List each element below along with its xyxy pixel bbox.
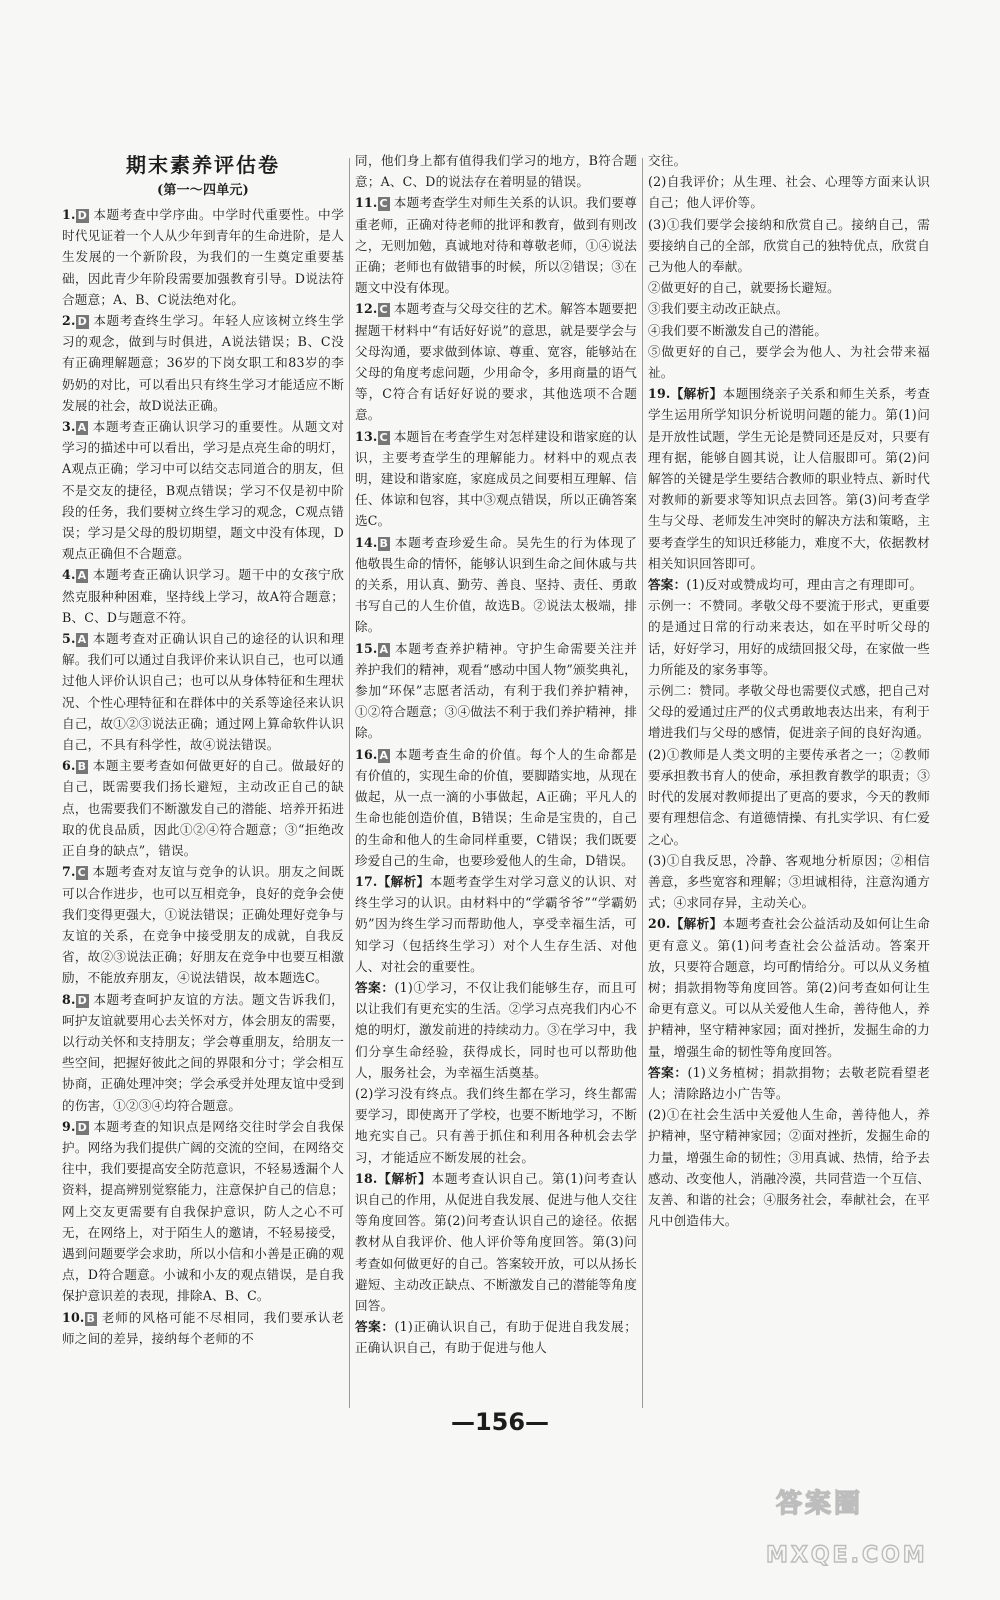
explanation-text: 同，他们身上都有值得我们学习的地方，B符合题意；A、C、D的说法存在着明显的错误。 (355, 153, 637, 190)
answer-item (355, 1316, 637, 1358)
answer-item (355, 298, 637, 425)
answer-letter-badge: A (77, 633, 87, 647)
answer-page (62, 150, 968, 1420)
answer-item (648, 574, 930, 595)
answer-item (648, 341, 930, 383)
page-subtitle: (第一～四单元) (157, 183, 249, 198)
answer-item (62, 204, 344, 310)
column-3-items (648, 150, 930, 1231)
answer-letter-badge: D (77, 315, 87, 329)
answer-item (62, 989, 344, 1116)
explanation-text: 本题考查正确认识学习的重要性。从题文对学习的描述中可以看出，学习是点亮生命的明灯，A观点正确；学习中可以结交志同道合的朋友，但不是交友的捷径，B观点错误；学习不仅是初中阶段的任务，我们要树立终生学习的观念，C观点错误；学习是父母的殷切期望，题文中没有体现，D观点正确但不合题意。 (62, 419, 344, 562)
analysis-tag: 【解析】 (377, 873, 430, 889)
explanation-text: 本题围绕亲子关系和师生关系，考查学生运用所学知识分析说明问题的能力。第(1)问是开放性试题，学生无论是赞同还是反对，只要有理有据，能够自圆其说，让人信服即可。第(2)问解答的关键是学生要结合教师的职业特点、新时代对教师的新要求等知识点去回答。第(3)问考查学生与父母、老师发生冲突时的解决方法和策略，主要考查学生的知识迁移能力，难度不大，依据教材相关知识回答即可。 (648, 386, 930, 571)
answer-letter-badge: A (379, 748, 389, 762)
question-number: 20. (648, 916, 671, 932)
column-divider (642, 158, 643, 1408)
answer-letter-badge: B (86, 1311, 96, 1325)
explanation-text: (1)①学习，不仅让我们能够生存，而且可以让我们有更充实的生活。②学习点亮我们内心不熄的明灯，激发前进的持续动力。③在学习中，我们分享生命经验，获得成长，同时也可以帮助他人，服务社会，为幸福生活奠基。 (355, 979, 638, 1080)
question-number: 1. (62, 207, 76, 222)
watermark-line1: 答案圈 (776, 1489, 864, 1519)
question-number: 3. (62, 419, 76, 435)
answer-item (62, 1307, 344, 1349)
title-block (62, 150, 344, 202)
answer-item (648, 277, 930, 298)
explanation-text: 本题考查正确认识学习。题干中的女孩宁欣然克服种种困难，坚持线上学习，故A符合题意；B、C、D与题意不符。 (62, 567, 344, 625)
explanation-text: 本题考查对正确认识自己的途径的认识和理解。我们可以通过自我评价来认识自己，也可以通过他人评价认识自己；也可以从身体特征和生理状况、个性心理特征和在群体中的关系等途径来认识自己，故①②③说法正确；通过网上算命软件认识自己，不具有科学性，故④说法错误。 (62, 631, 344, 753)
answer-item (648, 680, 930, 744)
explanation-text: 本题旨在考查学生对怎样建设和谐家庭的认识，主要考查学生的理解能力。材料中的观点表明，建设和谐家庭，家庭成员之间要相互理解、信任、体谅和包容，其中③观点错误，所以正确答案选C。 (355, 428, 637, 529)
question-number: 18. (355, 1170, 378, 1186)
explanation-text: 本题考查终生学习。年轻人应该树立终生学习的观念，做到与时俱进，A说法错误；B、C没有正确理解题意；36岁的下岗女职工和83岁的李奶奶的对比，可以看出只有终生学习才能适应不断发展的社会，故D说法正确。 (62, 313, 344, 413)
answer-item (355, 150, 637, 192)
answer-letter-badge: C (77, 866, 86, 880)
explanation-text: 本题考查珍爱生命。吴先生的行为体现了他敬畏生命的情怀，能够认识到生命之间休戚与共的关系，用认真、勤劳、善良、坚持、责任、勇敢书写自己的人生价值，故选B。②说法太极端，排除。 (355, 534, 637, 635)
answer-item (648, 913, 930, 1061)
explanation-text: 本题考查养护精神。守护生命需要关注并养护我们的精神，观看“感动中国人物”颁奖典礼，参加“环保”志愿者活动，有利于我们养护精神，①②符合题意；③④做法不利于我们养护精神，排除。 (355, 640, 637, 741)
explanation-text: 本题主要考查如何做更好的自己。做最好的自己，既需要我们扬长避短，主动改正自己的缺点，也需要我们不断激发自己的潜能、培养开拓进取的优良品质，因此①②④符合题意；③“拒绝改正自身的缺点”，错误。 (62, 758, 344, 859)
question-number: 4. (62, 567, 76, 583)
answer-item (355, 1168, 637, 1316)
explanation-text: 本题考查社会公益活动及如何让生命更有意义。第(1)问考查社会公益活动。答案开放，只要符合题意，均可酌情给分。可以从义务植树；捐款捐物等角度回答。第(2)问考查如何让生命更有意义。可以从关爱他人生命，善待他人，养护精神，坚守精神家园；面对挫折，发掘生命的力量，增强生命的韧性等角度回答。 (648, 916, 930, 1059)
answer-label: 答案： (648, 1064, 688, 1080)
answer-item (355, 977, 637, 1083)
answer-item (62, 564, 344, 628)
answer-letter-badge: A (77, 569, 87, 583)
page-title: 期末素养评估卷 (126, 153, 280, 177)
explanation-text: 本题考查呵护友谊的方法。题文告诉我们，呵护友谊就要用心去关怀对方，体会朋友的需要，以行动关怀和支持朋友；学会尊重朋友，给朋友一些空间，把握好彼此之间的界限和分寸；学会相互协商，正确处理冲突；学会承受并处理友谊中受到的伤害，①②③④均符合题意。 (62, 991, 344, 1113)
question-number: 9. (62, 1118, 76, 1134)
answer-item (648, 1062, 930, 1104)
question-number: 19. (648, 386, 671, 402)
column-3 (648, 150, 930, 1231)
explanation-text: (2)①教师是人类文明的主要传承者之一；②教师要承担教书育人的使命，承担教育教学的职责；③时代的发展对教师提出了更高的要求，今天的教师要有理想信念、有道德情操、有扎实学识、有仁爱之心。 (648, 746, 930, 847)
answer-item (648, 150, 930, 171)
answer-item (62, 416, 344, 564)
page-number: —156— (450, 1408, 550, 1436)
explanation-text: ④我们要不断激发自己的潜能。 (648, 322, 828, 338)
explanation-text: (2)学习没有终点。我们终生都在学习，终生都需要学习，即使离开了学校，也要不断地学习，不断地充实自己。只有善于抓住和利用各种机会去学习，才能适应不断发展的社会。 (355, 1085, 637, 1165)
answer-item (62, 628, 344, 755)
explanation-text: 本题考查与父母交往的艺术。解答本题要把握题干材料中“有话好好说”的意思，就是要学会与父母沟通，要求做到体谅、尊重、宽容，能够站在父母的角度考虑问题，少用命令，多用商量的语气等，C符合有话好好说的要求，其他选项不合题意。 (355, 301, 637, 423)
explanation-text: 本题考查认识自己。第(1)问考查认识自己的作用，从促进自我发展、促进与他人交往等角度回答。第(2)问考查认识自己的途径。依据教材从自我评价、他人评价等角度回答。第(3)问考查如何做更好的自己。答案较开放，可以从扬长避短、主动改正缺点、不断激发自己的潜能等角度回答。 (355, 1170, 637, 1313)
answer-label: 答案： (355, 979, 395, 995)
answer-label: 答案： (648, 577, 687, 593)
explanation-text: 本题考查学生对师生关系的认识。我们要尊重老师，正确对待老师的批评和教育，做到有则改之，无则加勉，真诚地对待和尊敬老师，①④说法正确；老师也有做错事的时候，所以②错误；③在题文中没有体现。 (355, 195, 637, 296)
answer-item (355, 744, 637, 871)
question-number: 7. (62, 864, 76, 880)
explanation-text: ③我们要主动改正缺点。 (648, 301, 789, 317)
answer-item (648, 595, 930, 680)
answer-letter-badge: C (379, 430, 388, 444)
question-number: 6. (62, 758, 76, 774)
column-2-items (355, 150, 637, 1359)
answer-letter-badge: D (77, 209, 87, 222)
column-2 (355, 150, 637, 1359)
question-number: 5. (62, 631, 76, 647)
answer-letter-badge: A (77, 421, 87, 435)
answer-letter-badge: B (77, 760, 87, 774)
column-1-items (62, 204, 344, 1349)
explanation-text: 示例一：不赞同。孝敬父母不要流于形式，更重要的是通过日常的行动来表达，如在平时听父母的话，好好学习，用好的成绩回报父母，在家做一些力所能及的家务事等。 (648, 598, 930, 677)
explanation-text: ⑤做更好的自己，要学会为他人、为社会带来福祉。 (648, 343, 930, 381)
answer-item (648, 320, 930, 341)
explanation-text: 交往。 (648, 153, 687, 168)
analysis-tag: 【解析】 (670, 916, 723, 932)
question-number: 14. (355, 534, 378, 550)
column-divider (349, 158, 350, 1408)
explanation-text: (1)义务植树；捐款捐物；去敬老院看望老人；清除路边小广告等。 (648, 1064, 931, 1101)
question-number: 11. (355, 195, 378, 211)
explanation-text: 老师的风格可能不尽相同，我们要承认老师之间的差异，接纳每个老师的不 (62, 1309, 344, 1346)
analysis-tag: 【解析】 (377, 1170, 432, 1186)
answer-letter-badge: A (379, 642, 389, 656)
explanation-text: 本题考查学生对学习意义的认识、对终生学习的认识。由材料中的“学霸爷爷”“学霸奶奶”因为终生学习而帮助他人，享受幸福生活，可知学习（包括终生学习）对个人生存生活、对他人、对社会的重要性。 (355, 873, 637, 974)
answer-item (355, 871, 637, 977)
answer-letter-badge: C (379, 303, 388, 317)
explanation-text: (3)①我们要学会接纳和欣赏自己。接纳自己，需要接纳自己的全部，欣赏自己的独特优点，欣赏自己为他人的奉献。 (648, 216, 930, 275)
answer-item (62, 755, 344, 861)
explanation-text: 本题考查对友谊与竞争的认识。朋友之间既可以合作进步，也可以互相竞争，良好的竞争会使我们变得更强大，①说法错误；正确处理好竞争与友谊的关系，在竞争中接受朋友的成就，自我反省，故②③说法正确；好朋友在竞争中也要互相激励，不能放弃朋友，④说法错误，故本题选C。 (62, 864, 344, 986)
watermark-line2: MXQE.COM (766, 1543, 928, 1568)
question-number: 16. (355, 746, 378, 762)
answer-item (62, 861, 344, 988)
answer-item (648, 1104, 930, 1231)
answer-letter-badge: B (379, 536, 389, 550)
answer-item (355, 192, 637, 298)
answer-item (355, 532, 637, 638)
explanation-text: 本题考查生命的价值。每个人的生命都是有价值的，实现生命的价值，要脚踏实地，从现在做起，从一点一滴的小事做起，A正确；平凡人的生命也能创造价值，B错误；生命是宝贵的，自己的生命和他人的生命同样重要，C错误；我们既要珍爱自己的生命，也要珍爱他人的生命，D错误。 (355, 746, 637, 868)
answer-label: 答案： (355, 1319, 395, 1335)
answer-letter-badge: C (379, 197, 388, 211)
question-number: 17. (355, 873, 378, 889)
question-number: 15. (355, 640, 378, 656)
explanation-text: (1)正确认识自己，有助于促进自我发展；正确认识自己，有助于促进与他人 (355, 1319, 638, 1356)
explanation-text: (1)反对或赞成均可，理由言之有理即可。 (686, 577, 923, 593)
answer-letter-badge: D (77, 993, 87, 1007)
explanation-text: (2)①在社会生活中关爱他人生命，善待他人，养护精神，坚守精神家园；②面对挫折，发掘生命的力量，增强生命的韧性；③用真诚、热情，给予去感动、改变他人，消融冷漠，共同营造一个互信、友善、和谐的社会；④服务社会，奉献社会，在平凡中创造伟大。 (648, 1107, 930, 1229)
analysis-tag: 【解析】 (670, 386, 723, 402)
answer-item (62, 310, 344, 416)
answer-item (355, 1083, 637, 1168)
answer-item (648, 850, 930, 914)
answer-item (648, 744, 930, 850)
question-number: 8. (62, 991, 76, 1007)
question-number: 10. (62, 1309, 85, 1325)
answer-item (648, 214, 930, 278)
answer-item (62, 1116, 344, 1307)
answer-item (648, 171, 930, 213)
watermark-logo (756, 1462, 986, 1582)
question-number: 2. (62, 313, 76, 329)
explanation-text: 示例二：赞同。孝敬父母也需要仪式感，把自己对父母的爱通过庄严的仪式勇敢地表达出来，有利于增进我们与父母的感情，促进亲子间的良好沟通。 (648, 683, 930, 741)
explanation-text: ②做更好的自己，就要扬长避短。 (648, 280, 840, 296)
explanation-text: (3)①自我反思，冷静、客观地分析原因；②相信善意，多些宽容和理解；③坦诚相待，注意沟通方式；④求同存异，主动关心。 (648, 852, 930, 911)
question-number: 12. (355, 301, 378, 317)
answer-letter-badge: D (77, 1120, 87, 1134)
column-1 (62, 150, 344, 1349)
answer-item (648, 383, 930, 574)
answer-item (355, 426, 637, 532)
answer-item (648, 298, 930, 319)
explanation-text: 本题考查中学序曲。中学时代重要性。中学时代见证着一个人从少年到青年的生命进阶，是人生发展的一个新阶段，为我们的一生奠定重要基础，因此青少年阶段需要加强教育引导。D说法符合题意；A、B、C说法绝对化。 (62, 207, 344, 307)
answer-item (355, 638, 637, 744)
question-number: 13. (355, 428, 378, 444)
explanation-text: (2)自我评价；从生理、社会、心理等方面来认识自己；他人评价等。 (648, 174, 930, 211)
explanation-text: 本题考查的知识点是网络交往时学会自我保护。网络为我们提供广阔的交流的空间，在网络交往中，我们要提高安全防范意识，不轻易透漏个人资料，提高辨别觉察能力，注意保护自己的信息；网上交友更需要有自我保护意识，防人之心不可无，在网络上，对于陌生人的邀请，不轻易接受，遇到问题要学会求助，所以小信和小善是正确的观点，D符合题意。小诚和小友的观点错误，是自我保护意识差的表现，排除A、B、C。 (62, 1118, 344, 1304)
